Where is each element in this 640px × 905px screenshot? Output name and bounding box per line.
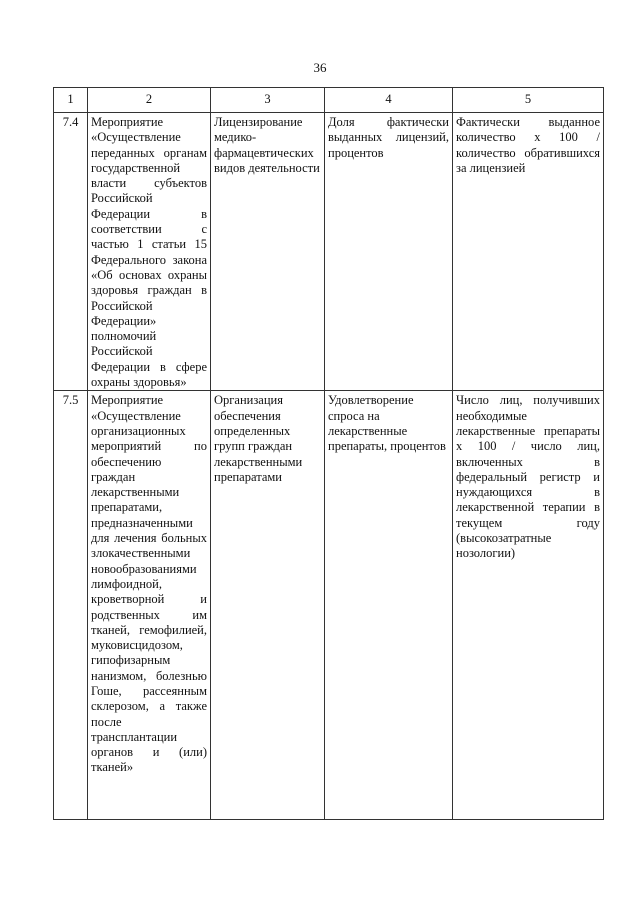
table-row [54,391,604,820]
indicator-cell: Доля фактически выданных лицензий, процентов [325,113,453,391]
event-cell: Мероприятие «Осуществление переданных органам государственной власти субъектов Российской Федерации в соответствии с частью 1 статьи 15 Федерального закона «Об основах охраны здоровья граждан в Российской Федерации» полномочий Российской Федерации в сфере охраны здоровья» [88,113,211,391]
column-header: 1 [54,88,88,113]
column-header: 2 [88,88,211,113]
table-header-row [54,88,604,113]
indicators-table [53,87,604,820]
formula-cell: Фактически выданное количество x 100 / количество обратившихся за лицензией [453,113,604,391]
column-header: 5 [453,88,604,113]
row-number: 7.5 [54,391,88,820]
column-header: 4 [325,88,453,113]
row-number: 7.4 [54,113,88,391]
table-row [54,113,604,391]
indicator-cell: Удовлетворение спроса на лекарственные препараты, процентов [325,391,453,820]
activity-cell: Организация обеспечения определенных групп граждан лекарственными препаратами [211,391,325,820]
page-number: 36 [313,60,327,75]
column-header: 3 [211,88,325,113]
formula-cell: Число лиц, получивших необходимые лекарственные препараты x 100 / число лиц, включенных в федеральный регистр и нуждающихся в лекарственной терапии в текущем году (высокозатратные нозологии) [453,391,604,820]
activity-cell: Лицензирование медико-фармацевтических видов деятельности [211,113,325,391]
event-cell: Мероприятие «Осуществление организационных мероприятий по обеспечению граждан лекарственными препаратами, предназначенными для лечения больных злокачественными новообразованиями лимфоидной, кроветворной и родственных им тканей, гемофилией, муковисцидозом, гипофизарным нанизмом, болезнью Гоше, рассеянным склерозом, а также после трансплантации органов и (или) тканей» [88,391,211,820]
